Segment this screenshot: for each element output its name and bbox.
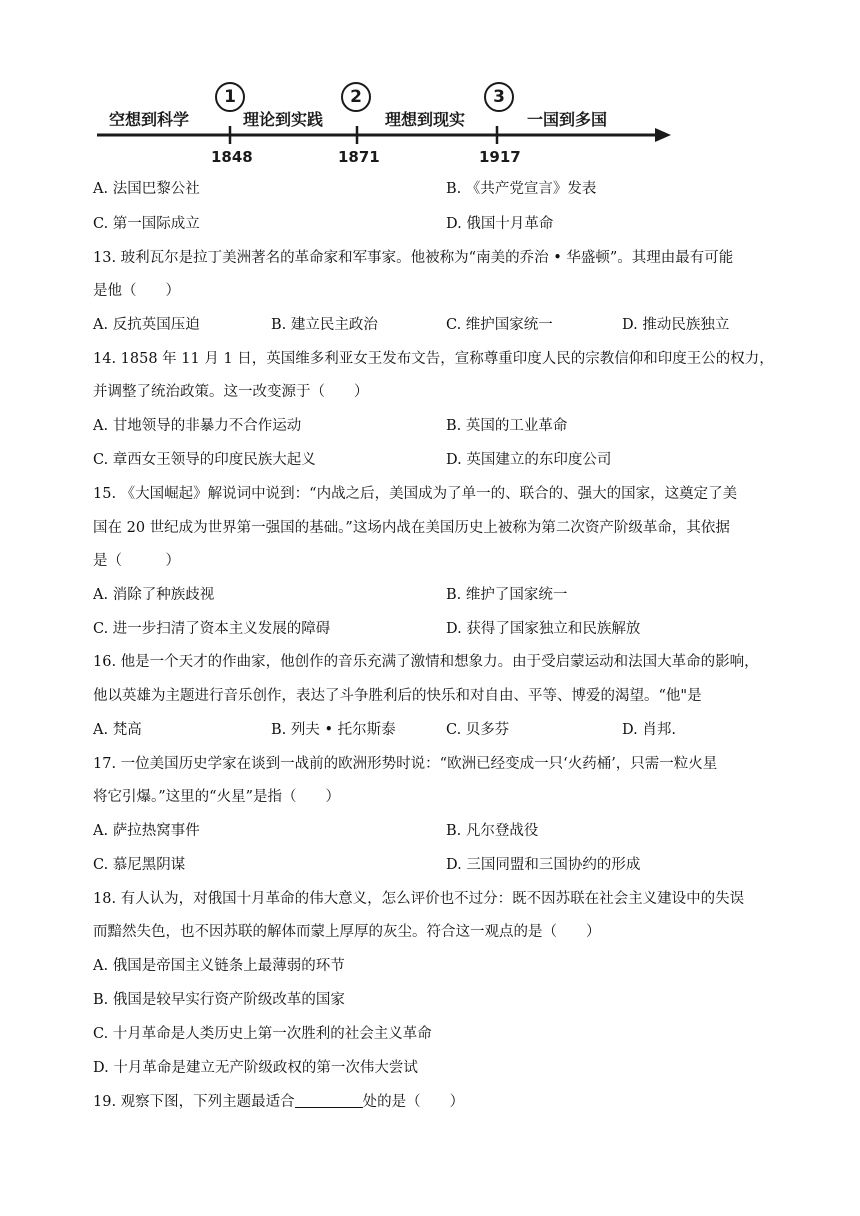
q18-stem-line2: 而黯然失色，也不因苏联的解体而蒙上厚厚的灰尘。符合这一观点的是（ ） <box>93 924 601 940</box>
q17-option-a[interactable]: A. 萨拉热窝事件 <box>93 823 200 839</box>
q16-stem-line2: 他以英雄为主题进行音乐创作，表达了斗争胜利后的快乐和对自由、平等、博爱的渴望。“他"是 <box>93 688 702 704</box>
q14-option-a[interactable]: A. 甘地领导的非暴力不合作运动 <box>93 418 302 434</box>
q14-stem-line2: 并调整了统治政策。这一改变源于（ ） <box>93 384 369 400</box>
q15-stem-line2: 国在 20 世纪成为世界第一强国的基础。”这场内战在美国历史上被称为第二次资产阶级革命，其依据 <box>93 520 730 536</box>
timeline-segment-3: 理想到现实 <box>385 110 466 129</box>
q15-stem-line1: 15. 《大国崛起》解说词中说到：“内战之后，美国成为了单一的、联合的、强大的国家，这奠定了美 <box>93 486 738 502</box>
q16-stem-line1: 16. 他是一个天才的作曲家，他创作的音乐充满了激情和想象力。由于受启蒙运动和法国大革命的影响， <box>93 654 759 670</box>
q19-stem-before: 19. 观察下图，下列主题最适合 <box>93 1094 295 1110</box>
q13-stem-line2: 是他（ ） <box>93 283 180 299</box>
q13-option-b[interactable]: B. 建立民主政治 <box>271 317 378 333</box>
q13-option-d[interactable]: D. 推动民族独立 <box>622 317 730 333</box>
q18-option-b[interactable]: B. 俄国是较早实行资产阶级改革的国家 <box>93 992 345 1008</box>
q16-option-d[interactable]: D. 肖邦. <box>622 722 676 738</box>
q18-stem-line1: 18. 有人认为，对俄国十月革命的伟大意义，怎么评价也不过分：既不因苏联在社会主义建设中的失误 <box>93 891 745 907</box>
q15-option-d[interactable]: D. 获得了国家独立和民族解放 <box>446 621 641 637</box>
q12-option-a[interactable]: A. 法国巴黎公社 <box>93 181 200 197</box>
q19-answer-blank[interactable] <box>295 1092 363 1108</box>
timeline-year-2: 1871 <box>338 148 380 166</box>
q13-stem-line1: 13. 玻利瓦尔是拉丁美洲著名的革命家和军事家。他被称为“南美的乔治 • 华盛顿”。其理由最有可能 <box>93 250 734 266</box>
q12-option-c[interactable]: C. 第一国际成立 <box>93 216 200 232</box>
timeline-segment-1: 空想到科学 <box>109 110 190 129</box>
q13-option-a[interactable]: A. 反抗英国压迫 <box>93 317 200 333</box>
q14-option-b[interactable]: B. 英国的工业革命 <box>446 418 568 434</box>
q17-stem-line1: 17. 一位美国历史学家在谈到一战前的欧洲形势时说：“欧洲已经变成一只‘火药桶’，只需一粒火星 <box>93 756 718 772</box>
q16-option-b[interactable]: B. 列夫 • 托尔斯泰 <box>271 722 396 738</box>
q12-option-d[interactable]: D. 俄国十月革命 <box>446 216 554 232</box>
q15-option-a[interactable]: A. 消除了种族歧视 <box>93 587 215 603</box>
q19-stem <box>93 1092 464 1112</box>
q17-option-b[interactable]: B. 凡尔登战役 <box>446 823 539 839</box>
timeline-year-3: 1917 <box>479 148 521 166</box>
q14-option-c[interactable]: C. 章西女王领导的印度民族大起义 <box>93 452 316 468</box>
q15-stem-line3: 是（ ） <box>93 553 180 569</box>
q18-option-c[interactable]: C. 十月革命是人类历史上第一次胜利的社会主义革命 <box>93 1026 432 1042</box>
timeline-marker-1: 1 <box>215 82 245 112</box>
timeline-marker-2: 2 <box>341 82 371 112</box>
q14-option-d[interactable]: D. 英国建立的东印度公司 <box>446 452 612 468</box>
q16-option-a[interactable]: A. 梵高 <box>93 722 142 738</box>
q16-option-c[interactable]: C. 贝多芬 <box>446 722 510 738</box>
q17-option-d[interactable]: D. 三国同盟和三国协约的形成 <box>446 857 641 873</box>
q18-option-d[interactable]: D. 十月革命是建立无产阶级政权的第一次伟大尝试 <box>93 1060 418 1076</box>
timeline-segment-4: 一国到多国 <box>527 110 608 129</box>
timeline-year-1: 1848 <box>211 148 253 166</box>
q12-option-b[interactable]: B. 《共产党宣言》发表 <box>446 181 597 197</box>
q15-option-b[interactable]: B. 维护了国家统一 <box>446 587 568 603</box>
timeline-figure <box>95 78 675 174</box>
q17-option-c[interactable]: C. 慕尼黑阴谋 <box>93 857 186 873</box>
q15-option-c[interactable]: C. 进一步扫清了资本主义发展的障碍 <box>93 621 331 637</box>
q17-stem-line2: 将它引爆。”这里的“火星”是指（ ） <box>93 789 340 805</box>
q18-option-a[interactable]: A. 俄国是帝国主义链条上最薄弱的环节 <box>93 958 345 974</box>
timeline-segment-2: 理论到实践 <box>243 110 324 129</box>
q14-stem-line1: 14. 1858 年 11 月 1 日，英国维多利亚女王发布文告，宣称尊重印度人民的宗教信仰和印度王公的权力， <box>93 351 774 367</box>
q19-stem-after: 处的是（ ） <box>362 1094 465 1110</box>
q13-option-c[interactable]: C. 维护国家统一 <box>446 317 553 333</box>
timeline-marker-3: 3 <box>484 82 514 112</box>
